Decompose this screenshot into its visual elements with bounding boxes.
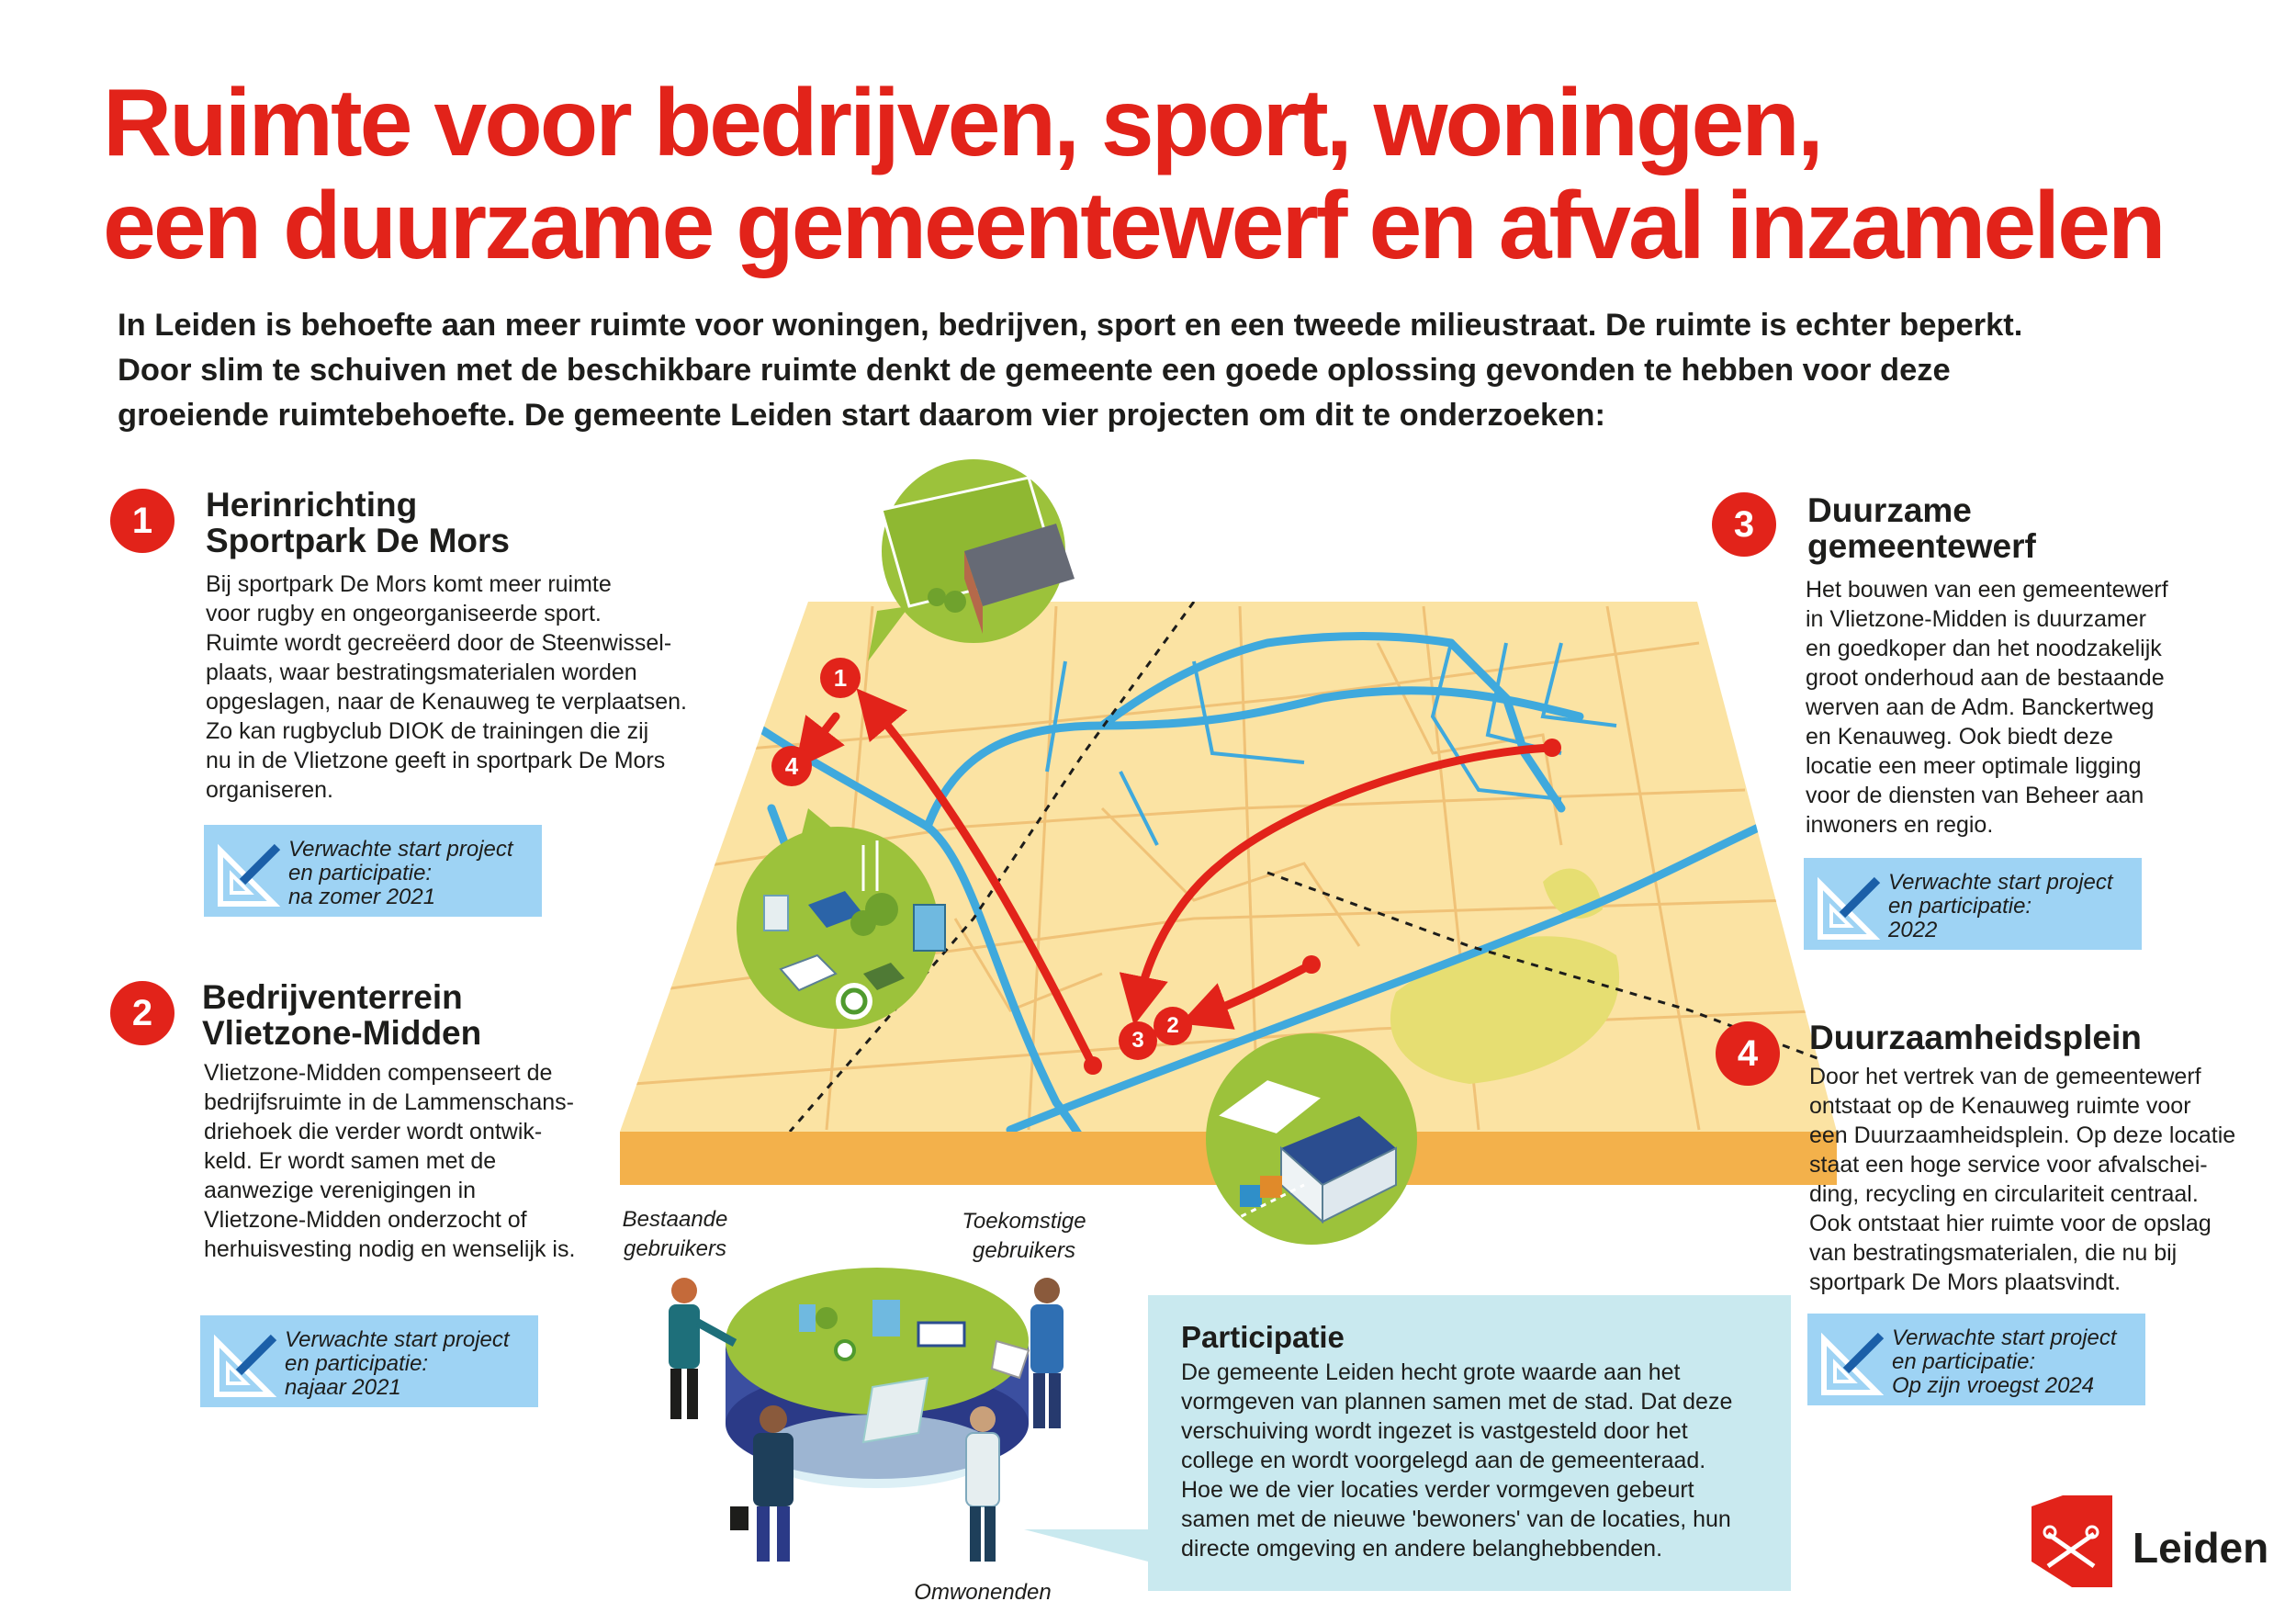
pencil-ruler-icon [213,1328,283,1398]
intro-line-1: In Leiden is behoefte aan meer ruimte voor woningen, bedrijven, sport en een tweede milieustraat. De ruimte is echter beperkt. [118,308,2023,343]
project-3-title-line-1: Duurzame [1807,491,1972,529]
project-4-title-line-1: Duurzaamheidsplein [1809,1019,2142,1056]
leiden-logo-text: Leiden [2133,1524,2269,1572]
title-line-2: een duurzame gemeentewerf en afval inzamelen [103,173,2164,279]
map-marker-3: 3 [1119,1021,1157,1060]
participation-title: Participatie [1181,1320,1345,1354]
project-4-badge: 4 [1716,1021,1780,1086]
project-4-start-box: Verwachte start project en participatie: Op zijn vroegst 2024 [1807,1314,2145,1405]
project-2-start-box: Verwachte start project en participatie: najaar 2021 [200,1315,538,1407]
pencil-ruler-icon [217,838,287,908]
caption-residents: Omwonenden [914,1580,1052,1605]
duurzaamheidsplein-bubble [1206,1033,1417,1245]
intro-line-2: Door slim te schuiven met de beschikbare ruimte denkt de gemeente een goede oplossing gevonden te hebben voor deze [118,353,1951,388]
project-2-title [202,979,481,1051]
project-2-badge: 2 [110,981,174,1045]
project-3-title-line-2: gemeentewerf [1807,527,2036,565]
caption-future-users: Toekomstige gebruikers [962,1209,1086,1263]
project-2-title-line-2: Vlietzone-Midden [202,1014,482,1052]
map-marker-4: 4 [771,746,812,786]
project-3-badge: 3 [1712,492,1776,557]
project-1-start-box: Verwachte start project en participatie: na zomer 2021 [204,825,542,917]
project-1-badge: 1 [110,489,174,553]
project-1-title [206,487,510,558]
participation-box [1148,1295,1791,1591]
project-4-title [1809,1020,2142,1055]
leiden-logo-shield [2032,1495,2112,1587]
project-3-title [1807,492,2036,564]
participation-pointer [1024,1529,1148,1562]
map-marker-1: 1 [820,658,861,698]
map-marker-2: 2 [1154,1007,1192,1045]
project-4-body: Door het vertrek van de gemeentewerf ontstaat op de Kenauweg ruimte voor een Duurzaamheidsplein. Op deze locatie staat een hoge service voor afvalschei- ding, recycling en circulariteit centraal. Ook ontstaat hier ruimte voor de opslag van bestratingsmaterialen, die nu bij sportpark De Mors plaatsvindt. [1809,1064,2236,1295]
caption-existing-users: Bestaande gebruikers [622,1207,728,1261]
participation-body: De gemeente Leiden hecht grote waarde aan het vormgeven van plannen samen met de stad. Dat deze verschuiving wordt ingezet is vastgesteld door het college en wordt voorgelegd aan de gemeenteraad. Hoe we de vier locaties verder vormgeven gebeurt samen met de nieuwe 'bewoners' van de locaties, hun directe omgeving en andere belanghebbenden. [1181,1359,1733,1562]
pencil-ruler-icon [1817,871,1886,941]
project-1-title-line-1: Herinrichting [206,486,418,524]
pencil-ruler-icon [1820,1326,1890,1396]
project-1-body: Bij sportpark De Mors komt meer ruimte voor rugby en ongeorganiseerde sport. Ruimte wordt gecreëerd door de Steenwissel- plaats, waar bestratingsmaterialen worden opgeslagen, naar de Kenauweg te verplaatsen. Zo kan rugbyclub DIOK de trainingen die zij nu in de Vlietzone geeft in sportpark De Mors organiseren. [206,571,687,803]
project-2-title-line-1: Bedrijventerrein [202,978,463,1016]
title-line-1: Ruimte voor bedrijven, sport, woningen, [103,70,1821,176]
intro-line-3: groeiende ruimtebehoefte. De gemeente Leiden start daarom vier projecten om dit te onderzoeken: [118,398,1605,433]
project-3-start-box: Verwachte start project en participatie: 2022 [1804,858,2142,950]
project-2-body: Vlietzone-Midden compenseert de bedrijfsruimte in de Lammenschans- driehoek die verder wordt ontwik- keld. Er wordt samen met de aanwezige verenigingen in Vlietzone-Midden onderzocht of herhuisvesting nodig en wenselijk is. [204,1060,576,1262]
project-3-body: Het bouwen van een gemeentewerf in Vlietzone-Midden is duurzamer en goedkoper dan het noodzakelijk groot onderhoud aan de bestaande werven aan de Adm. Banckertweg en Kenauweg. Ook biedt deze locatie een meer optimale ligging voor de diensten van Beheer aan inwoners en regio. [1806,577,2168,838]
project-1-title-line-2: Sportpark De Mors [206,522,511,559]
